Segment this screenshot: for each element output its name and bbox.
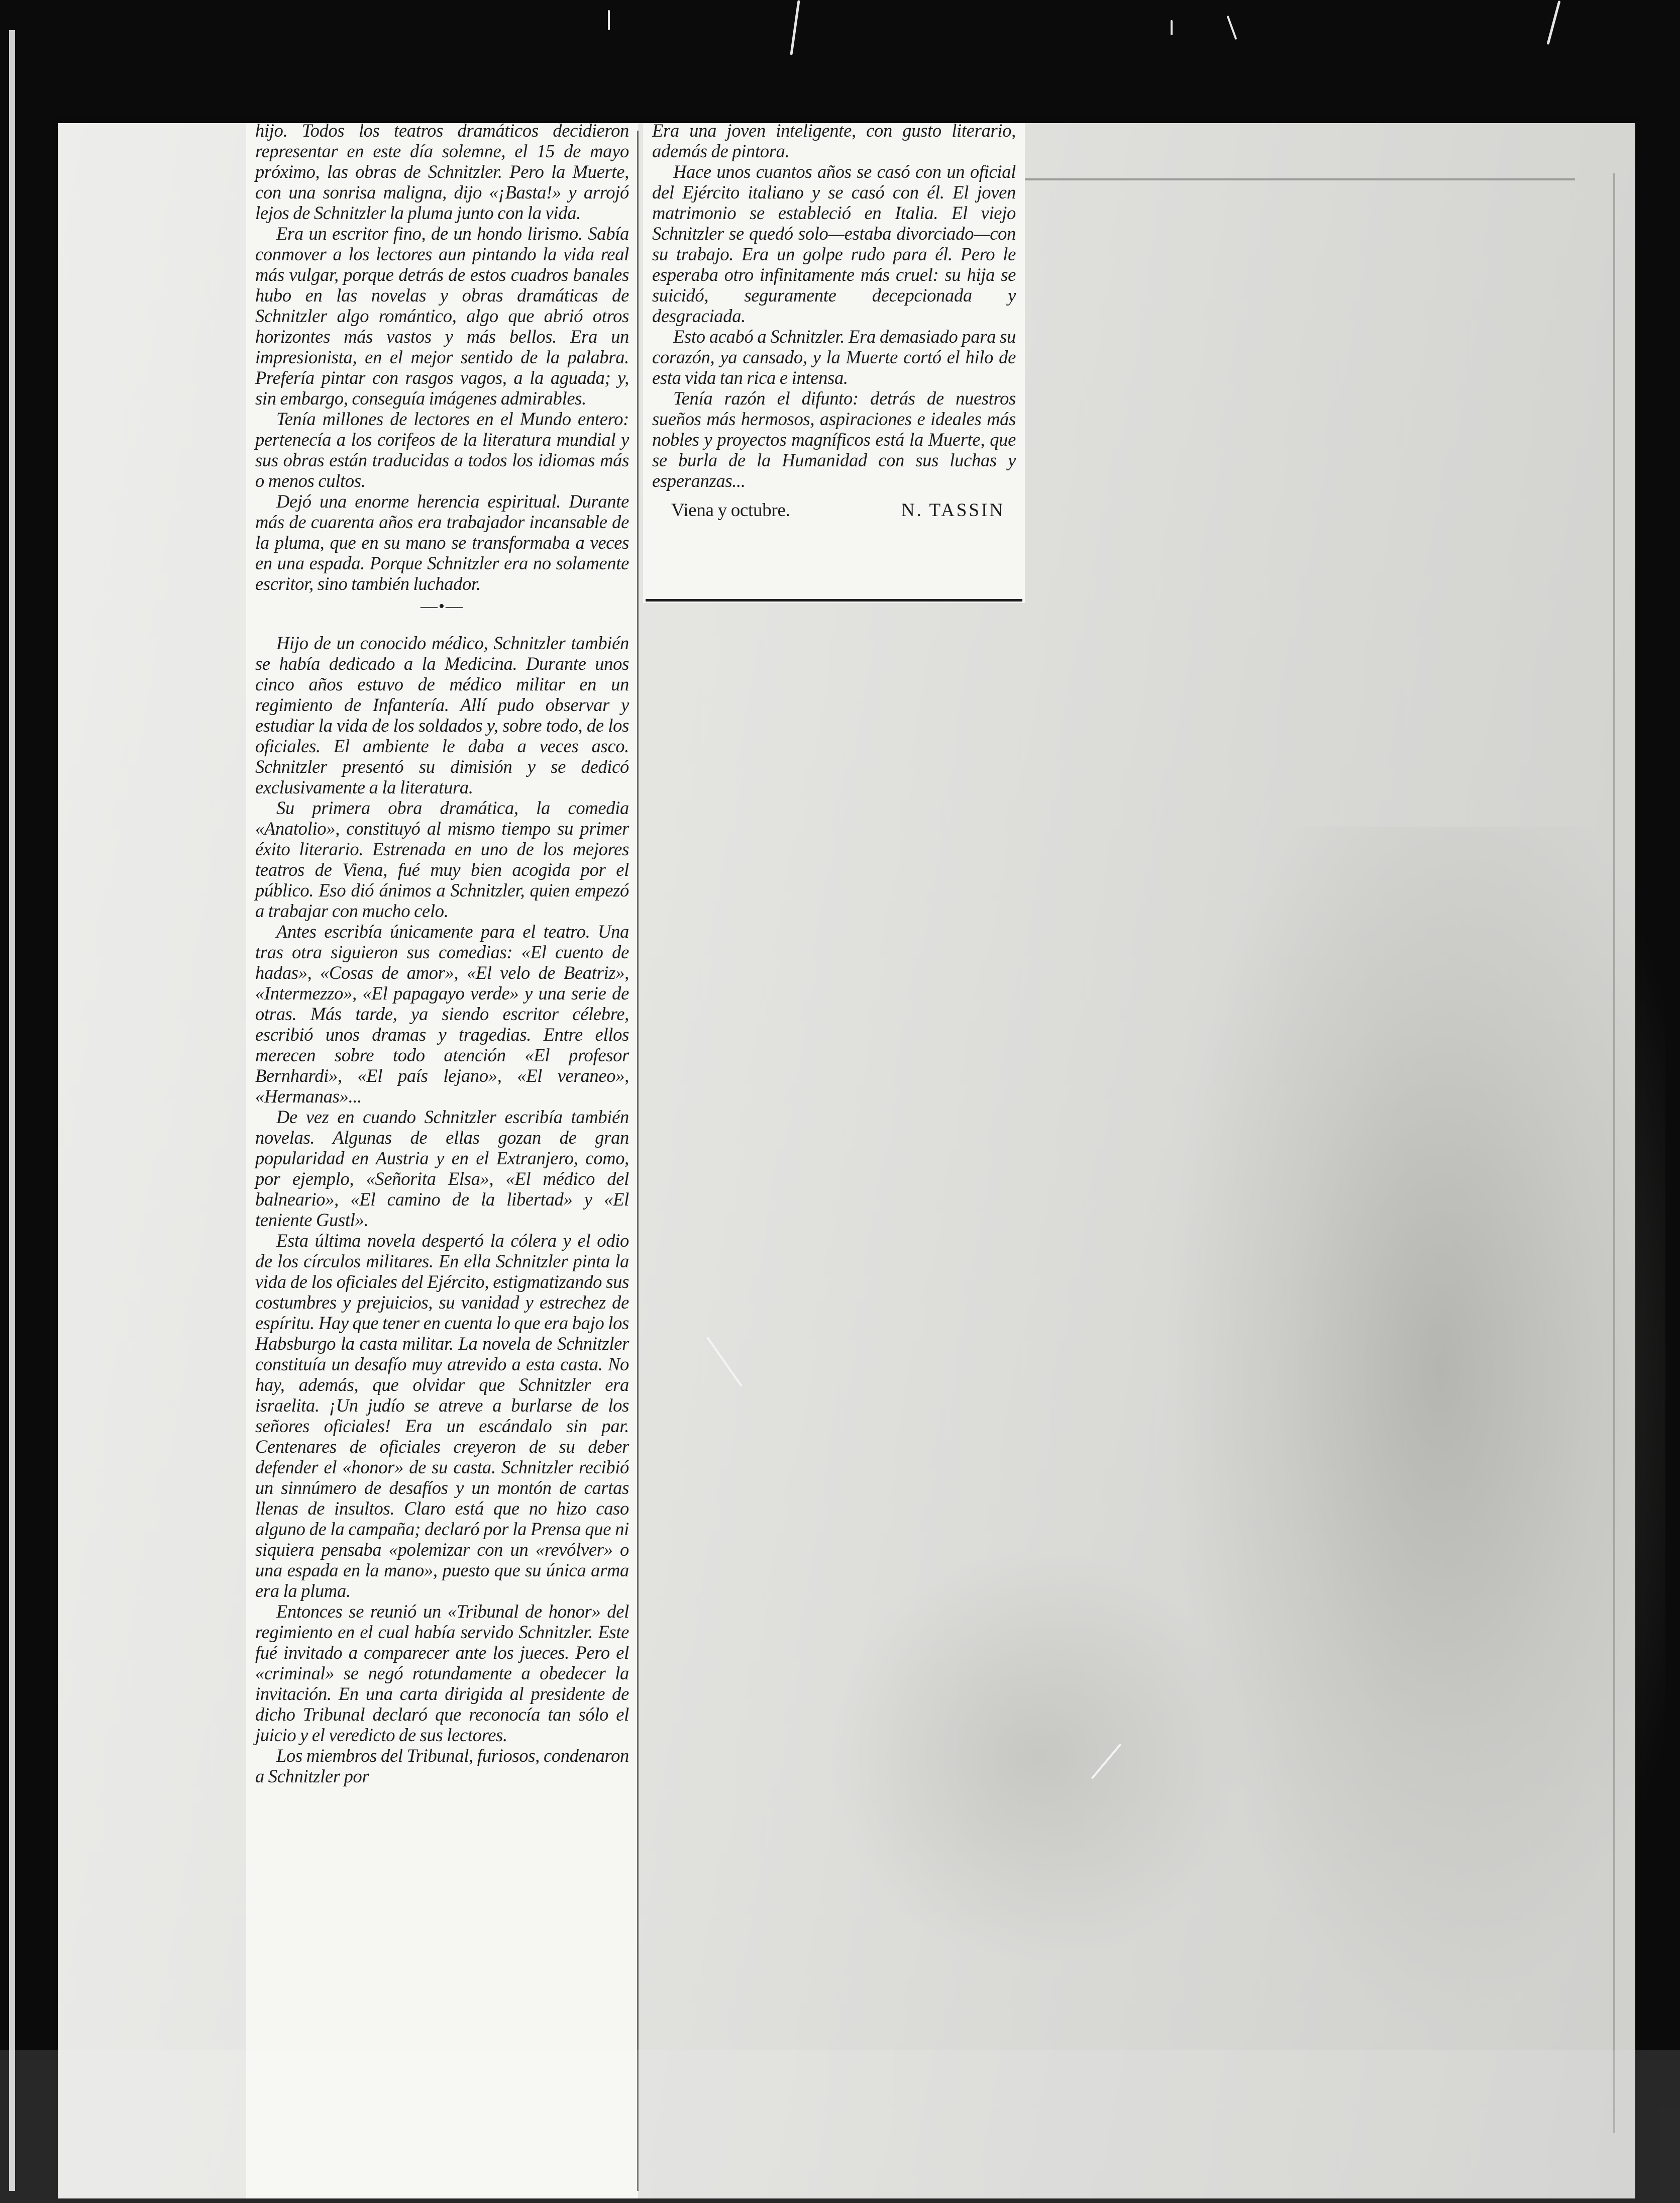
section-separator: —•— <box>421 597 464 616</box>
article-paragraph: Era una joven inteligente, con gusto literario, además de pintora. <box>652 123 1016 161</box>
film-scratch <box>1546 1 1560 45</box>
article-paragraph: Entonces se reunió un «Tribunal de honor» del regimiento en el cual había servido Schnitzler. Este fué invitado a comparecer ante los jueces. Pero el «criminal» se negó rotundamente a obedecer la invitación. En una carta dirigida al presidente de dicho Tribunal declaró que reconocía tan sólo el juicio y el veredicto de sus lectores. <box>255 1601 629 1745</box>
column-divider <box>637 131 639 2191</box>
sheet-top-rule <box>1022 178 1575 180</box>
film-scratch <box>790 0 800 55</box>
article-right-text <box>643 123 1025 521</box>
author-signature: N. TASSIN <box>901 500 1005 521</box>
signature-row <box>652 500 1016 521</box>
article-paragraph: Los miembros del Tribunal, furiosos, condenaron a Schnitzler por <box>255 1745 629 1786</box>
film-scratch <box>1227 16 1237 40</box>
dateline: Viena y octubre. <box>671 500 790 521</box>
paper-stain <box>811 1530 1264 1982</box>
article-paragraph: Esta última novela despertó la cólera y el odio de los círculos militares. En ella Schnitzler pinta la vida de los oficiales del Ejército, estigmatizando sus costumbres y prejuicios, su vanidad y estrechez de espíritu. Hay que tener en cuenta lo que era bajo los Habsburgo la casta militar. La novela de Schnitzler constituía un desafío muy atrevido a esta casta. No hay, además, que olvidar que Schnitzler era israelita. ¡Un judío se atreve a burlarse de los señores oficiales! Era un escándalo sin par. Centenares de oficiales creyeron de su deber defender el «honor» de su casta. Schnitzler recibió un sinnúmero de desafíos y un montón de cartas llenas de insultos. Claro está que no hizo caso alguno de la campaña; declaró por la Prensa que ni siquiera pensaba «polemizar con un «revólver» o una espada en la mano», puesto que su única arma era la pluma. <box>255 1230 629 1601</box>
article-end-rule <box>646 599 1022 602</box>
article-paragraph: Su primera obra dramática, la comedia «Anatolio», constituyó al mismo tiempo su primer éxito literario. Estrenada en uno de los mejores teatros de Viena, fué muy bien acogida por el público. Eso dió ánimos a Schnitzler, quien empezó a trabajar con mucho celo. <box>255 797 629 921</box>
article-paragraph: Esto acabó a Schnitzler. Era demasiado para su corazón, ya cansado, y la Muerte cortó el hilo de esta vida tan rica e intensa. <box>652 326 1016 388</box>
clipping-right-column <box>643 123 1025 603</box>
article-left-text <box>246 123 638 1786</box>
article-paragraph: Hace unos cuantos años se casó con un oficial del Ejército italiano y se casó con él. El joven matrimonio se estableció en Italia. El viejo Schnitzler se quedó solo—estaba divorciado—con su trabajo. Era un golpe rudo para él. Pero le esperaba otro infinitamente más cruel: su hija se suicidó, seguramente decepcionada y desgraciada. <box>652 161 1016 326</box>
film-edge-rule <box>9 30 15 2191</box>
article-paragraph: Era un escritor fino, de un hondo lirismo. Sabía conmover a los lectores aun pintando la vida real más vulgar, porque detrás de estos cuadros banales hubo en las novelas y obras dramáticas de Schnitzler algo romántico, algo que abrió otros horizontes más vastos y más bellos. Era un impresionista, en el mejor sentido de la palabra. Prefería pintar con rasgos vagos, a la aguada; y, sin embargo, conseguía imágenes admirables. <box>255 223 629 409</box>
article-paragraph: Tenía millones de lectores en el Mundo entero: pertenecía a los corifeos de la literatura mundial y sus obras están traducidas a todos los idiomas más o menos cultos. <box>255 409 629 491</box>
scan-bottom-band <box>0 2050 1680 2203</box>
film-scratch <box>1171 20 1173 35</box>
article-paragraph: Antes escribía únicamente para el teatro. Una tras otra siguieron sus comedias: «El cuento de hadas», «Cosas de amor», «El velo de Beatriz», «Intermezzo», «El papagayo verde» y una serie de otras. Más tarde, ya siendo escritor célebre, escribió unos dramas y tragedias. Entre ellos merecen sobre todo atención «El profesor Bernhardi», «El país lejano», «El veraneo», «Hermanas»... <box>255 921 629 1107</box>
article-paragraph: hijo. Todos los teatros dramáticos decidieron representar en este día solemne, el 15 de mayo próximo, las obras de Schnitzler. Pero la Muerte, con una sonrisa maligna, dijo «¡Basta!» y arrojó lejos de Schnitzler la pluma junto con la vida. <box>255 123 629 223</box>
film-scratch <box>608 10 610 30</box>
clipping-left-column <box>246 123 638 2198</box>
article-paragraph: Hijo de un conocido médico, Schnitzler también se había dedicado a la Medicina. Durante unos cinco años estuvo de médico militar en un regimiento de Infantería. Allí pudo observar y estudiar la vida de los soldados y, sobre todo, de los oficiales. El ambiente le daba a veces asco. Schnitzler presentó su dimisión y se dedicó exclusivamente a la literatura. <box>255 633 629 797</box>
article-paragraph: De vez en cuando Schnitzler escribía también novelas. Algunas de ellas gozan de gran popularidad en Austria y en el Extranjero, como, por ejemplo, «Señorita Elsa», «El médico del balneario», «El camino de la libertad» y «El teniente Gustl». <box>255 1107 629 1230</box>
article-paragraph: Tenía razón el difunto: detrás de nuestros sueños más hermosos, aspiraciones e ideales más nobles y proyectos magníficos está la Muerte, que se burla de la Humanidad con sus luchas y esperanzas... <box>652 388 1016 491</box>
article-paragraph: Dejó una enorme herencia espiritual. Durante más de cuarenta años era trabajador incansable de la pluma, que en su mano se transformaba a veces en una espada. Porque Schnitzler era no solamente escritor, sino también luchador. <box>255 491 629 594</box>
